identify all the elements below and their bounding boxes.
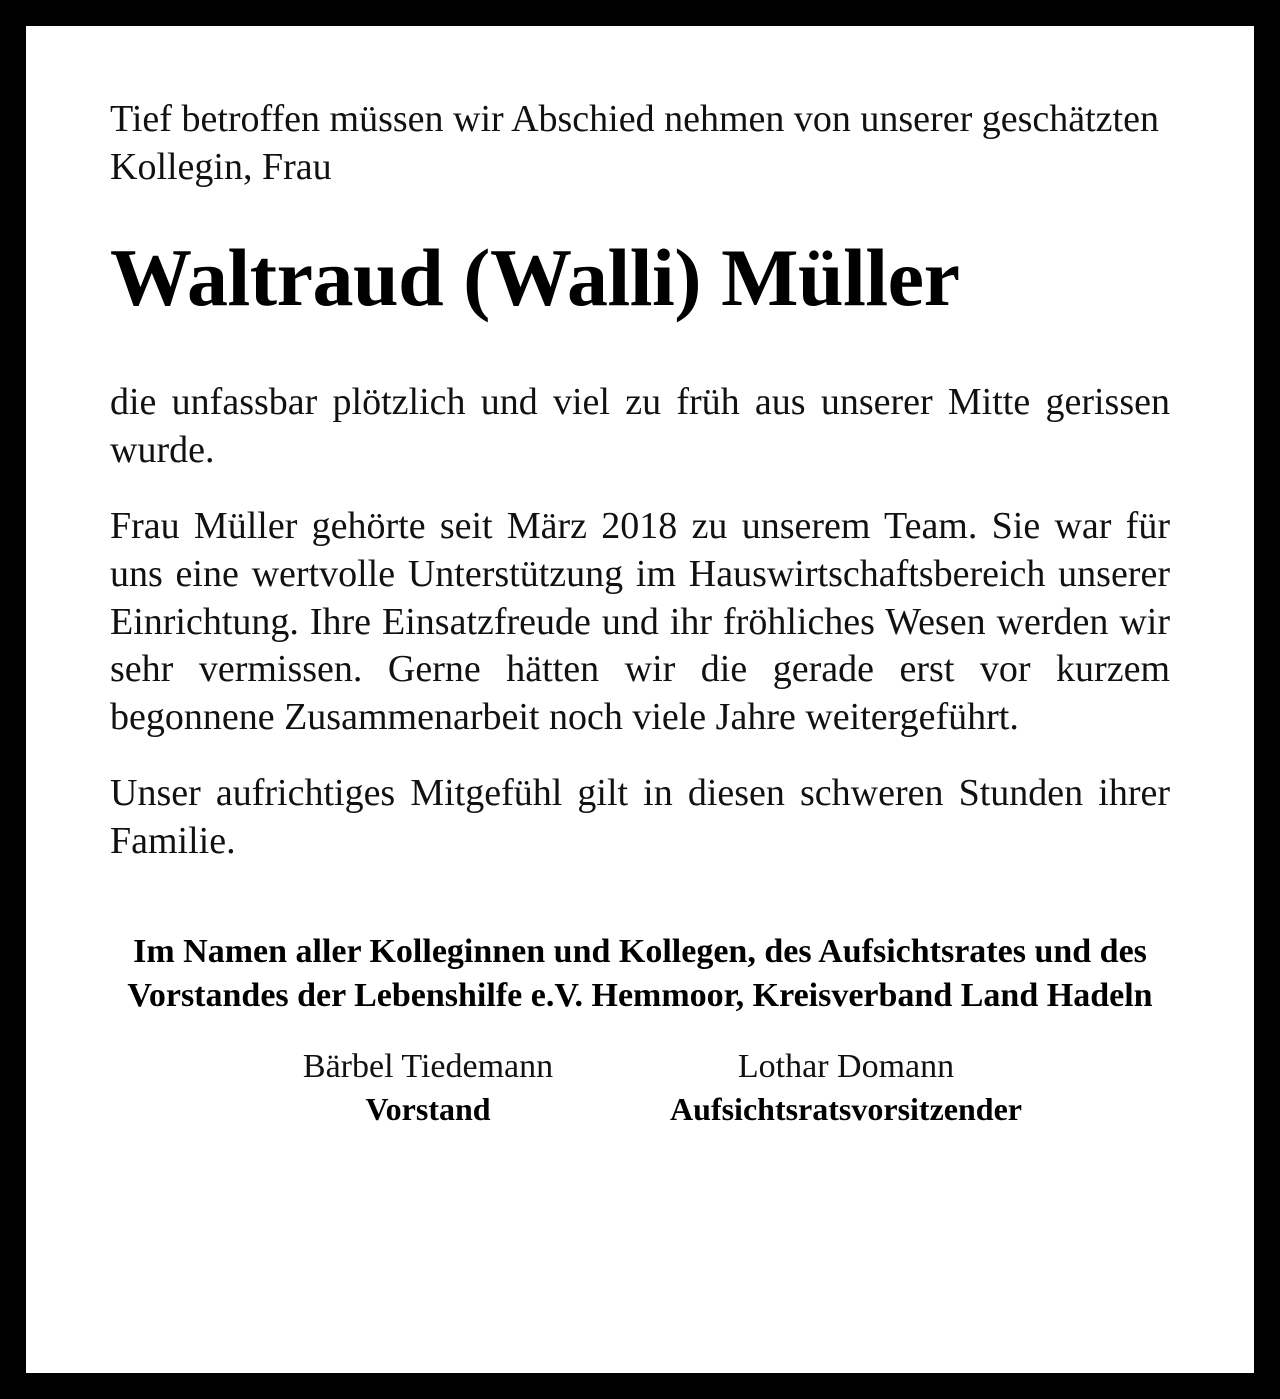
deceased-name: Waltraud (Walli) Müller xyxy=(110,232,960,323)
closing-statement: Im Namen aller Kolleginnen und Kollegen, des Aufsichtsrates und des Vorstandes der Lebenshilfe e.V. Hemmoor, Kreisverband Land Hadeln xyxy=(127,932,1153,1015)
signatory xyxy=(258,1046,598,1129)
signatory-role: Vorstand xyxy=(365,1090,491,1127)
signatory-name: Bärbel Tiedemann xyxy=(302,1048,554,1086)
signatory-name: Lothar Domann xyxy=(737,1048,955,1086)
body-paragraph-1: die unfassbar plötzlich und viel zu früh aus unserer Mitte gerissen wurde. xyxy=(110,381,1170,471)
signatory-role: Aufsichtsratsvorsitzender xyxy=(670,1090,1022,1127)
signatory-list xyxy=(110,1046,1170,1129)
signatory xyxy=(670,1046,1022,1129)
obituary-notice-card xyxy=(22,22,1258,1377)
intro-text: Tief betroffen müssen wir Abschied nehmen von unserer geschätzten Kollegin, Frau xyxy=(110,98,1159,188)
body-paragraph-3: Unser aufrichtiges Mitgefühl gilt in diesen schweren Stunden ihrer Familie. xyxy=(110,772,1170,863)
body-paragraph-2: Frau Müller gehörte seit März 2018 zu unserem Team. Sie war für uns eine wertvolle Unterstützung im Hauswirtschaftsbereich unserer Einrichtung. Ihre Einsatzfreude und ihr fröhliches Wesen werden wir sehr vermissen. Gerne hätten wir die gerade erst vor kurzem begonnene Zusammenarbeit noch viele Jahre weitergeführt. xyxy=(110,504,1170,739)
